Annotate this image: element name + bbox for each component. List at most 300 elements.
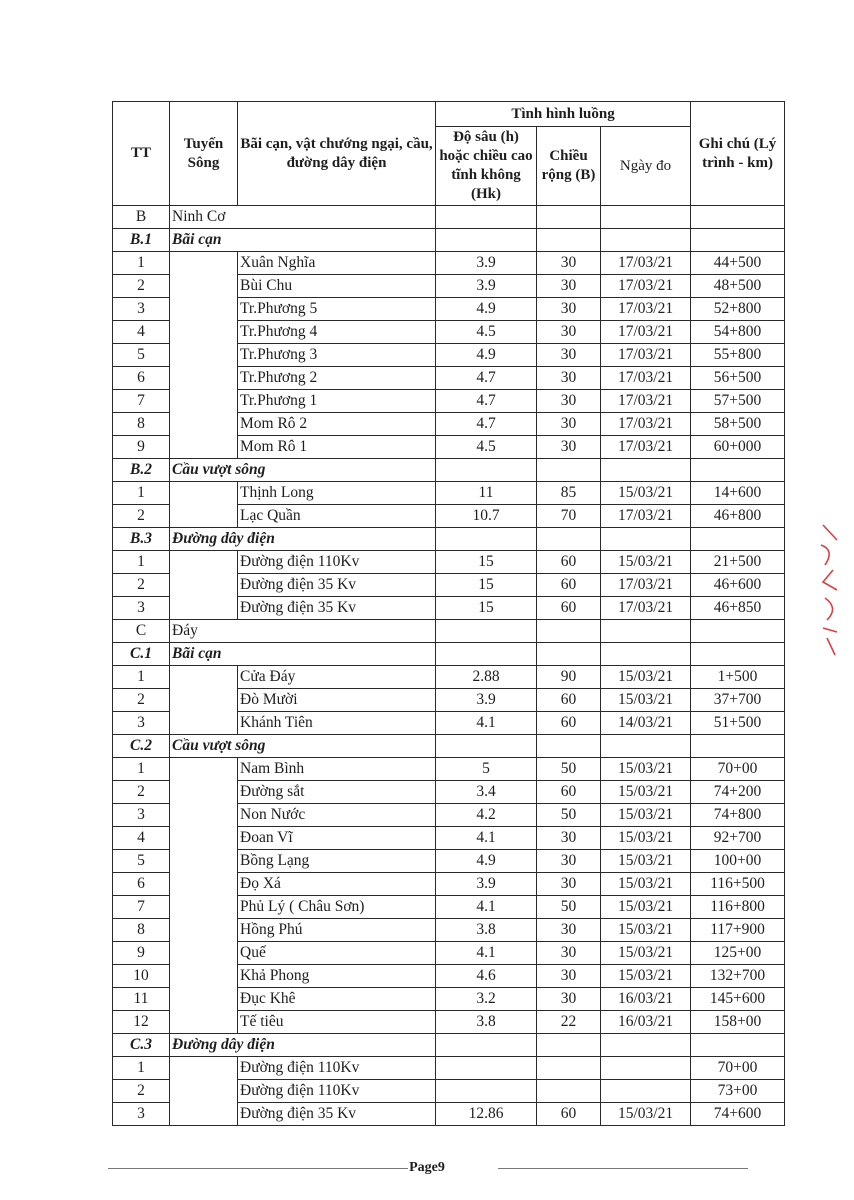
cell-route: [170, 896, 238, 919]
cell-km: 125+00: [691, 942, 785, 965]
row-tt: 9: [113, 436, 170, 459]
cell-width: 70: [537, 505, 601, 528]
cell-depth: 10.7: [436, 505, 537, 528]
row-tt: 1: [113, 666, 170, 689]
cell-date: [601, 229, 691, 252]
header-chieu-rong: Chiều rộng (B): [537, 127, 601, 206]
cell-date: 16/03/21: [601, 1011, 691, 1034]
table-row: [113, 367, 785, 390]
cell-date: 15/03/21: [601, 758, 691, 781]
cell-date: 15/03/21: [601, 896, 691, 919]
cell-item: Tr.Phương 5: [238, 298, 436, 321]
cell-route: [170, 942, 238, 965]
cell-date: 17/03/21: [601, 275, 691, 298]
cell-route: [170, 873, 238, 896]
cell-km: [691, 229, 785, 252]
cell-km: 70+00: [691, 758, 785, 781]
row-tt: B.1: [113, 229, 170, 252]
cell-item: Bùi Chu: [238, 275, 436, 298]
cell-width: 60: [537, 574, 601, 597]
cell-km: 57+500: [691, 390, 785, 413]
cell-km: 145+600: [691, 988, 785, 1011]
table-row: [113, 390, 785, 413]
cell-route: [170, 321, 238, 344]
cell-width: 30: [537, 390, 601, 413]
section-row: [113, 1034, 785, 1057]
cell-km: 74+600: [691, 1103, 785, 1126]
table-row: [113, 666, 785, 689]
page-footer: [0, 1158, 854, 1178]
table-row: [113, 781, 785, 804]
cell-item: Bồng Lạng: [238, 850, 436, 873]
cell-depth: [436, 459, 537, 482]
row-tt: 1: [113, 1057, 170, 1080]
row-tt: 1: [113, 252, 170, 275]
cell-depth: 4.6: [436, 965, 537, 988]
cell-width: 30: [537, 988, 601, 1011]
table-body: [113, 206, 785, 1126]
cell-date: 17/03/21: [601, 298, 691, 321]
cell-item: Đường điện 110Kv: [238, 551, 436, 574]
river-name: Ninh Cơ: [170, 206, 436, 229]
cell-date: [601, 1034, 691, 1057]
cell-km: [691, 1034, 785, 1057]
cell-item: Đọ Xá: [238, 873, 436, 896]
row-tt: B: [113, 206, 170, 229]
table-row: [113, 597, 785, 620]
table-row: [113, 919, 785, 942]
cell-route: [170, 436, 238, 459]
cell-depth: 15: [436, 574, 537, 597]
row-tt: 6: [113, 873, 170, 896]
table-row: [113, 344, 785, 367]
cell-km: 55+800: [691, 344, 785, 367]
cell-route: [170, 344, 238, 367]
row-tt: 4: [113, 827, 170, 850]
row-tt: 2: [113, 689, 170, 712]
cell-date: 15/03/21: [601, 551, 691, 574]
cell-width: 30: [537, 321, 601, 344]
table-row: [113, 1103, 785, 1126]
cell-km: 74+200: [691, 781, 785, 804]
cell-depth: 4.1: [436, 827, 537, 850]
row-tt: 8: [113, 919, 170, 942]
cell-width: 90: [537, 666, 601, 689]
row-tt: C: [113, 620, 170, 643]
cell-km: [691, 735, 785, 758]
cell-date: 15/03/21: [601, 1103, 691, 1126]
row-tt: 2: [113, 1080, 170, 1103]
cell-depth: [436, 620, 537, 643]
cell-date: 17/03/21: [601, 597, 691, 620]
cell-km: 70+00: [691, 1057, 785, 1080]
cell-date: 15/03/21: [601, 804, 691, 827]
cell-item: Mom Rô 1: [238, 436, 436, 459]
cell-item: Khả Phong: [238, 965, 436, 988]
signature-scribble-icon: [815, 520, 845, 660]
header-bai-can: Bãi cạn, vật chướng ngại, cầu, đường dây điện: [238, 102, 436, 206]
cell-route: [170, 666, 238, 689]
cell-width: 60: [537, 781, 601, 804]
cell-km: [691, 528, 785, 551]
cell-route: [170, 505, 238, 528]
cell-km: 37+700: [691, 689, 785, 712]
row-tt: 1: [113, 482, 170, 505]
cell-item: Đường điện 35 Kv: [238, 597, 436, 620]
header-ngay-do: Ngày đo: [601, 127, 691, 206]
cell-date: 15/03/21: [601, 827, 691, 850]
table-row: [113, 873, 785, 896]
cell-date: 17/03/21: [601, 252, 691, 275]
cell-depth: [436, 643, 537, 666]
cell-route: [170, 275, 238, 298]
river-row: [113, 206, 785, 229]
cell-depth: 3.9: [436, 873, 537, 896]
cell-route: [170, 1103, 238, 1126]
header-tt: TT: [113, 102, 170, 206]
row-tt: 12: [113, 1011, 170, 1034]
section-row: [113, 459, 785, 482]
cell-route: [170, 804, 238, 827]
cell-date: 17/03/21: [601, 505, 691, 528]
table-row: [113, 988, 785, 1011]
cell-route: [170, 827, 238, 850]
page-number: Page9: [409, 1160, 445, 1175]
section-name: Cầu vượt sông: [170, 459, 436, 482]
cell-depth: 4.9: [436, 344, 537, 367]
table-row: [113, 321, 785, 344]
cell-km: 46+850: [691, 597, 785, 620]
cell-depth: 4.1: [436, 712, 537, 735]
cell-km: 100+00: [691, 850, 785, 873]
cell-route: [170, 367, 238, 390]
header-do-sau: Độ sâu (h) hoặc chiều cao tĩnh không (Hk): [436, 127, 537, 206]
cell-route: [170, 965, 238, 988]
row-tt: 8: [113, 413, 170, 436]
row-tt: 3: [113, 804, 170, 827]
table-row: [113, 689, 785, 712]
row-tt: 3: [113, 597, 170, 620]
cell-route: [170, 1011, 238, 1034]
row-tt: 2: [113, 505, 170, 528]
cell-date: [601, 620, 691, 643]
cell-km: 116+500: [691, 873, 785, 896]
row-tt: B.3: [113, 528, 170, 551]
cell-width: [537, 528, 601, 551]
cell-route: [170, 1057, 238, 1080]
cell-item: Đò Mười: [238, 689, 436, 712]
cell-item: Đường điện 110Kv: [238, 1057, 436, 1080]
cell-depth: 3.9: [436, 275, 537, 298]
row-tt: C.3: [113, 1034, 170, 1057]
cell-km: 54+800: [691, 321, 785, 344]
row-tt: 1: [113, 758, 170, 781]
cell-width: [537, 1057, 601, 1080]
row-tt: C.2: [113, 735, 170, 758]
row-tt: 3: [113, 298, 170, 321]
table-row: [113, 896, 785, 919]
cell-depth: 3.2: [436, 988, 537, 1011]
table-row: [113, 413, 785, 436]
cell-width: 30: [537, 436, 601, 459]
section-row: [113, 735, 785, 758]
cell-depth: 5: [436, 758, 537, 781]
section-row: [113, 528, 785, 551]
row-tt: 3: [113, 1103, 170, 1126]
cell-route: [170, 988, 238, 1011]
cell-width: 30: [537, 942, 601, 965]
cell-km: 117+900: [691, 919, 785, 942]
cell-width: [537, 459, 601, 482]
cell-depth: 4.7: [436, 390, 537, 413]
cell-item: Hồng Phú: [238, 919, 436, 942]
cell-width: [537, 1080, 601, 1103]
cell-depth: 4.7: [436, 413, 537, 436]
cell-date: [601, 528, 691, 551]
cell-depth: 4.5: [436, 321, 537, 344]
table-row: [113, 574, 785, 597]
row-tt: 10: [113, 965, 170, 988]
header-tinh-hinh-luong: Tình hình luồng: [436, 102, 691, 127]
cell-km: 73+00: [691, 1080, 785, 1103]
cell-width: 30: [537, 367, 601, 390]
row-tt: 5: [113, 344, 170, 367]
cell-km: 14+600: [691, 482, 785, 505]
cell-date: 17/03/21: [601, 390, 691, 413]
table-row: [113, 1057, 785, 1080]
row-tt: 2: [113, 781, 170, 804]
cell-km: 60+000: [691, 436, 785, 459]
cell-width: 30: [537, 850, 601, 873]
cell-item: Lạc Quần: [238, 505, 436, 528]
cell-route: [170, 574, 238, 597]
table-row: [113, 758, 785, 781]
table-row: [113, 1011, 785, 1034]
cell-width: 30: [537, 275, 601, 298]
row-tt: C.1: [113, 643, 170, 666]
cell-width: 30: [537, 827, 601, 850]
section-name: Đường dây điện: [170, 528, 436, 551]
cell-item: Thịnh Long: [238, 482, 436, 505]
cell-item: Đường điện 35 Kv: [238, 574, 436, 597]
cell-date: 15/03/21: [601, 689, 691, 712]
red-signature-mark: [815, 520, 845, 660]
row-tt: 2: [113, 275, 170, 298]
cell-date: 15/03/21: [601, 965, 691, 988]
cell-width: [537, 206, 601, 229]
cell-depth: 4.7: [436, 367, 537, 390]
cell-km: [691, 620, 785, 643]
table-row: [113, 850, 785, 873]
table-row: [113, 804, 785, 827]
cell-km: [691, 206, 785, 229]
cell-date: [601, 643, 691, 666]
cell-date: 17/03/21: [601, 574, 691, 597]
section-name: Bãi cạn: [170, 229, 436, 252]
cell-km: 48+500: [691, 275, 785, 298]
cell-width: [537, 643, 601, 666]
row-tt: 6: [113, 367, 170, 390]
cell-item: Tế tiêu: [238, 1011, 436, 1034]
cell-depth: 2.88: [436, 666, 537, 689]
cell-width: 50: [537, 896, 601, 919]
channel-status-table: [112, 101, 785, 1126]
cell-width: 85: [537, 482, 601, 505]
cell-width: 50: [537, 804, 601, 827]
table-row: [113, 551, 785, 574]
cell-route: [170, 252, 238, 275]
cell-item: Tr.Phương 4: [238, 321, 436, 344]
table-row: [113, 436, 785, 459]
river-name: Đáy: [170, 620, 436, 643]
cell-item: Tr.Phương 3: [238, 344, 436, 367]
cell-km: 46+600: [691, 574, 785, 597]
cell-width: 30: [537, 413, 601, 436]
cell-item: Non Nước: [238, 804, 436, 827]
row-tt: 1: [113, 551, 170, 574]
cell-route: [170, 712, 238, 735]
footer-rule-right: [498, 1168, 748, 1169]
cell-route: [170, 551, 238, 574]
cell-depth: 3.8: [436, 919, 537, 942]
header-row-1: [113, 102, 785, 127]
cell-item: Khánh Tiên: [238, 712, 436, 735]
cell-depth: 3.4: [436, 781, 537, 804]
cell-depth: 3.8: [436, 1011, 537, 1034]
section-name: Cầu vượt sông: [170, 735, 436, 758]
cell-item: Đoan Vĩ: [238, 827, 436, 850]
cell-depth: 3.9: [436, 252, 537, 275]
cell-km: 1+500: [691, 666, 785, 689]
cell-depth: 4.5: [436, 436, 537, 459]
cell-date: 15/03/21: [601, 850, 691, 873]
cell-route: [170, 390, 238, 413]
cell-depth: 12.86: [436, 1103, 537, 1126]
cell-km: 46+800: [691, 505, 785, 528]
cell-date: 17/03/21: [601, 344, 691, 367]
cell-depth: [436, 229, 537, 252]
cell-width: 60: [537, 1103, 601, 1126]
cell-depth: 4.9: [436, 298, 537, 321]
row-tt: 7: [113, 390, 170, 413]
cell-date: [601, 206, 691, 229]
cell-km: 44+500: [691, 252, 785, 275]
cell-date: 15/03/21: [601, 666, 691, 689]
cell-depth: [436, 1080, 537, 1103]
cell-date: 15/03/21: [601, 919, 691, 942]
cell-date: [601, 735, 691, 758]
cell-date: 17/03/21: [601, 413, 691, 436]
cell-route: [170, 1080, 238, 1103]
cell-item: Xuân Nghĩa: [238, 252, 436, 275]
cell-date: 15/03/21: [601, 942, 691, 965]
cell-width: 30: [537, 919, 601, 942]
cell-width: 60: [537, 597, 601, 620]
table-row: [113, 827, 785, 850]
cell-route: [170, 597, 238, 620]
header-ghi-chu: Ghi chú (Lý trình - km): [691, 102, 785, 206]
row-tt: 7: [113, 896, 170, 919]
cell-depth: 4.1: [436, 942, 537, 965]
cell-width: 30: [537, 344, 601, 367]
table-row: [113, 965, 785, 988]
cell-date: 15/03/21: [601, 781, 691, 804]
cell-width: [537, 229, 601, 252]
cell-date: [601, 1057, 691, 1080]
row-tt: 2: [113, 574, 170, 597]
cell-item: Cửa Đáy: [238, 666, 436, 689]
section-row: [113, 229, 785, 252]
cell-depth: 11: [436, 482, 537, 505]
cell-date: 15/03/21: [601, 873, 691, 896]
cell-depth: 4.2: [436, 804, 537, 827]
cell-depth: [436, 1034, 537, 1057]
cell-depth: [436, 206, 537, 229]
cell-km: [691, 459, 785, 482]
cell-width: 30: [537, 873, 601, 896]
cell-depth: 3.9: [436, 689, 537, 712]
cell-route: [170, 298, 238, 321]
row-tt: 5: [113, 850, 170, 873]
cell-width: 60: [537, 551, 601, 574]
cell-km: 92+700: [691, 827, 785, 850]
cell-date: 15/03/21: [601, 482, 691, 505]
cell-item: Đường sắt: [238, 781, 436, 804]
table-row: [113, 298, 785, 321]
cell-width: 30: [537, 252, 601, 275]
table-row: [113, 482, 785, 505]
table-row: [113, 275, 785, 298]
cell-width: 30: [537, 298, 601, 321]
cell-depth: 4.1: [436, 896, 537, 919]
river-row: [113, 620, 785, 643]
cell-date: [601, 1080, 691, 1103]
cell-item: Đục Khê: [238, 988, 436, 1011]
cell-width: [537, 735, 601, 758]
cell-depth: 15: [436, 551, 537, 574]
cell-item: Mom Rô 2: [238, 413, 436, 436]
cell-item: Tr.Phương 1: [238, 390, 436, 413]
cell-route: [170, 781, 238, 804]
cell-width: [537, 1034, 601, 1057]
cell-route: [170, 919, 238, 942]
row-tt: B.2: [113, 459, 170, 482]
cell-km: [691, 643, 785, 666]
cell-width: 50: [537, 758, 601, 781]
cell-date: 16/03/21: [601, 988, 691, 1011]
cell-km: 21+500: [691, 551, 785, 574]
cell-km: 58+500: [691, 413, 785, 436]
cell-date: 17/03/21: [601, 436, 691, 459]
row-tt: 4: [113, 321, 170, 344]
cell-depth: [436, 528, 537, 551]
section-name: Bãi cạn: [170, 643, 436, 666]
section-row: [113, 643, 785, 666]
cell-depth: [436, 735, 537, 758]
cell-date: [601, 459, 691, 482]
cell-km: 116+800: [691, 896, 785, 919]
cell-width: 60: [537, 689, 601, 712]
cell-item: Quế: [238, 942, 436, 965]
section-name: Đường dây điện: [170, 1034, 436, 1057]
cell-km: 56+500: [691, 367, 785, 390]
cell-route: [170, 413, 238, 436]
cell-km: 52+800: [691, 298, 785, 321]
cell-width: [537, 620, 601, 643]
cell-date: 17/03/21: [601, 367, 691, 390]
cell-date: 14/03/21: [601, 712, 691, 735]
table-row: [113, 942, 785, 965]
